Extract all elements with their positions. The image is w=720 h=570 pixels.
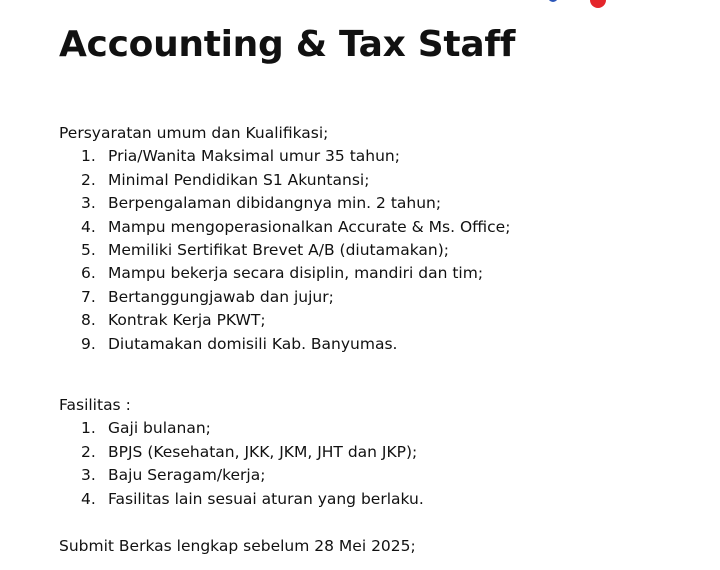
item-number: 5. xyxy=(81,241,96,260)
requirement-item xyxy=(59,216,510,239)
item-text: Berpengalaman dibidangnya min. 2 tahun; xyxy=(108,194,442,213)
logo-red-shape xyxy=(590,0,606,8)
requirement-item xyxy=(59,309,510,332)
requirements-section xyxy=(59,122,510,356)
requirement-item xyxy=(59,145,510,168)
item-text: Mampu bekerja secara disiplin, mandiri dan tim; xyxy=(108,264,484,283)
requirements-heading: Persyaratan umum dan Kualifikasi; xyxy=(59,124,329,142)
item-text: Baju Seragam/kerja; xyxy=(108,466,266,485)
item-text: Gaji bulanan; xyxy=(108,419,211,438)
requirement-item xyxy=(59,169,510,192)
item-number: 2. xyxy=(81,170,96,189)
item-number: 4. xyxy=(81,217,96,236)
item-text: Minimal Pendidikan S1 Akuntansi; xyxy=(108,170,370,189)
job-title: Accounting & Tax Staff xyxy=(59,24,516,65)
facility-item xyxy=(59,441,424,464)
submit-note: Submit Berkas lengkap sebelum 28 Mei 2025; xyxy=(59,537,416,555)
item-text: Pria/Wanita Maksimal umur 35 tahun; xyxy=(108,147,400,166)
item-number: 1. xyxy=(81,147,96,166)
item-text: Diutamakan domisili Kab. Banyumas. xyxy=(108,334,398,353)
item-number: 7. xyxy=(81,287,96,306)
item-number: 1. xyxy=(81,419,96,438)
company-logo-fragment xyxy=(548,0,638,8)
item-number: 9. xyxy=(81,334,96,353)
facility-item xyxy=(59,488,424,511)
item-text: Kontrak Kerja PKWT; xyxy=(108,311,266,330)
item-text: Bertanggungjawab dan jujur; xyxy=(108,287,334,306)
requirement-item xyxy=(59,333,510,356)
requirement-item xyxy=(59,286,510,309)
requirement-item xyxy=(59,262,510,285)
item-text: Memiliki Sertifikat Brevet A/B (diutamakan); xyxy=(108,241,450,260)
item-number: 4. xyxy=(81,489,96,508)
item-number: 3. xyxy=(81,194,96,213)
item-text: BPJS (Kesehatan, JKK, JKM, JHT dan JKP); xyxy=(108,442,418,461)
facilities-list xyxy=(59,417,424,511)
logo-blue-shape xyxy=(548,0,558,2)
facility-item xyxy=(59,464,424,487)
requirement-item xyxy=(59,239,510,262)
item-number: 6. xyxy=(81,264,96,283)
requirements-list xyxy=(59,145,510,356)
item-number: 8. xyxy=(81,311,96,330)
item-text: Fasilitas lain sesuai aturan yang berlaku. xyxy=(108,489,424,508)
item-number: 3. xyxy=(81,466,96,485)
item-text: Mampu mengoperasionalkan Accurate & Ms. Office; xyxy=(108,217,511,236)
requirement-item xyxy=(59,192,510,215)
facilities-heading: Fasilitas : xyxy=(59,396,131,414)
facility-item xyxy=(59,417,424,440)
item-number: 2. xyxy=(81,442,96,461)
facilities-section xyxy=(59,394,424,511)
